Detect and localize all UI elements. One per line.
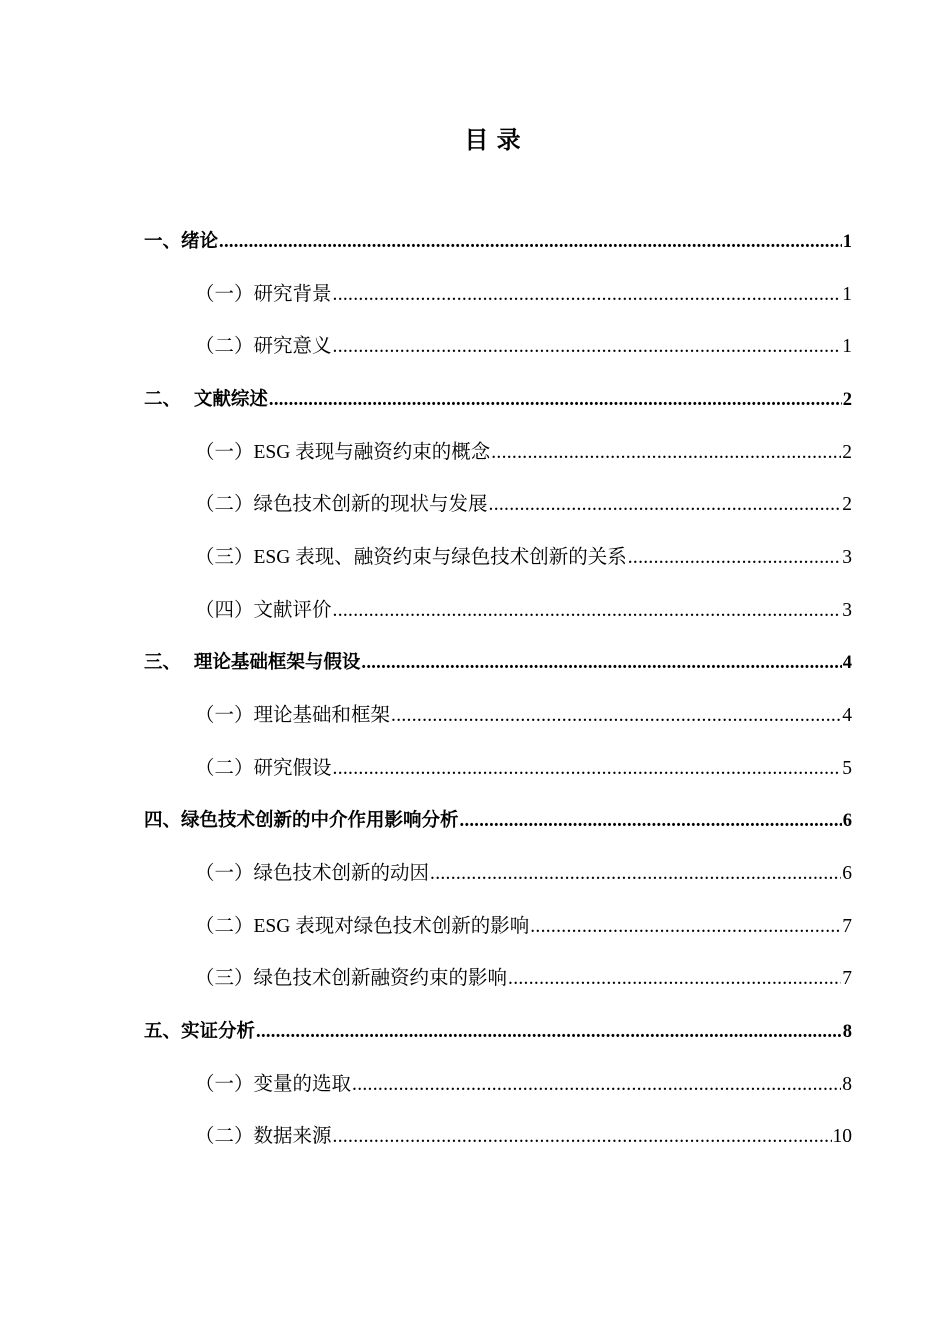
toc-entry-label: （一）ESG 表现与融资约束的概念 <box>195 442 491 463</box>
toc-entry-page: 4 <box>842 705 852 726</box>
toc-entry-label: （二）研究意义 <box>195 336 332 357</box>
toc-entry-page: 8 <box>842 1074 852 1095</box>
toc-entry-page: 3 <box>842 547 852 568</box>
dot-leader <box>352 1070 841 1100</box>
toc-entry-label: （四）文献评价 <box>195 600 332 621</box>
toc-entry-label: （二）ESG 表现对绿色技术创新的影响 <box>195 916 530 937</box>
dot-leader <box>530 912 841 942</box>
dot-leader <box>256 1017 842 1047</box>
dot-leader <box>628 543 842 573</box>
toc-entry-page: 6 <box>842 863 852 884</box>
toc-entry-label: （二）数据来源 <box>195 1126 332 1147</box>
toc-entry-page: 4 <box>842 653 852 673</box>
toc-entry-page: 5 <box>842 758 852 779</box>
toc-entry[interactable] <box>195 490 852 520</box>
toc-entry[interactable] <box>144 385 852 415</box>
toc-entry-label: （一）理论基础和框架 <box>195 705 391 726</box>
toc-entry-page: 7 <box>842 916 852 937</box>
toc-entry[interactable] <box>195 438 852 468</box>
toc-entry-page: 10 <box>832 1126 852 1147</box>
dot-leader <box>333 754 842 784</box>
toc-entry-page: 8 <box>842 1022 852 1042</box>
toc-entry[interactable] <box>195 596 852 626</box>
dot-leader <box>333 332 842 362</box>
toc-entry-page: 1 <box>842 336 852 357</box>
toc-entry[interactable] <box>144 227 852 257</box>
dot-leader <box>333 596 842 626</box>
toc-entry[interactable] <box>195 1070 852 1100</box>
dot-leader <box>269 385 842 415</box>
dot-leader <box>333 1122 832 1152</box>
toc-entry[interactable] <box>195 332 852 362</box>
toc-entry[interactable] <box>195 543 852 573</box>
toc-entry[interactable] <box>195 754 852 784</box>
toc-entry-page: 2 <box>842 494 852 515</box>
toc-entry-page: 7 <box>842 968 852 989</box>
toc-entry-page: 2 <box>842 442 852 463</box>
dot-leader <box>508 964 841 994</box>
toc-entry-label: （一）研究背景 <box>195 284 332 305</box>
toc-entry[interactable] <box>195 280 852 310</box>
toc-entry[interactable] <box>195 912 852 942</box>
toc-title: 目 录 <box>464 126 521 154</box>
toc-entry-page: 1 <box>842 232 852 252</box>
dot-leader <box>460 806 842 836</box>
toc-entry-label: （三）ESG 表现、融资约束与绿色技术创新的关系 <box>195 547 627 568</box>
toc-entry[interactable] <box>195 1122 852 1152</box>
toc-entry-label: 五、实证分析 <box>144 1021 256 1042</box>
toc-entry-page: 6 <box>842 811 852 831</box>
dot-leader <box>391 701 841 731</box>
toc-entry-label: （一）绿色技术创新的动因 <box>195 863 430 884</box>
toc-entry-page: 3 <box>842 600 852 621</box>
dot-leader <box>219 227 842 257</box>
toc-entry-label: 三、 理论基础框架与假设 <box>144 652 361 673</box>
toc-entry[interactable] <box>195 964 852 994</box>
dot-leader <box>489 490 842 520</box>
dot-leader <box>430 859 841 889</box>
toc-entry[interactable] <box>144 1017 852 1047</box>
toc-entry-label: 二、 文献综述 <box>144 389 268 410</box>
toc-entry-label: （二）绿色技术创新的现状与发展 <box>195 494 488 515</box>
toc-entry[interactable] <box>195 701 852 731</box>
toc-entry-page: 2 <box>842 390 852 410</box>
toc-entry[interactable] <box>144 806 852 836</box>
toc-entry-page: 1 <box>842 284 852 305</box>
toc-entry[interactable] <box>195 859 852 889</box>
toc-entry-label: （三）绿色技术创新融资约束的影响 <box>195 968 508 989</box>
dot-leader <box>361 648 841 678</box>
toc-entry-label: （一）变量的选取 <box>195 1074 352 1095</box>
toc-entry-label: 四、绿色技术创新的中介作用影响分析 <box>144 810 459 831</box>
dot-leader <box>333 280 842 310</box>
toc-entry-label: （二）研究假设 <box>195 758 332 779</box>
toc-entry[interactable] <box>144 648 852 678</box>
dot-leader <box>491 438 841 468</box>
toc-entry-label: 一、绪论 <box>144 231 219 252</box>
